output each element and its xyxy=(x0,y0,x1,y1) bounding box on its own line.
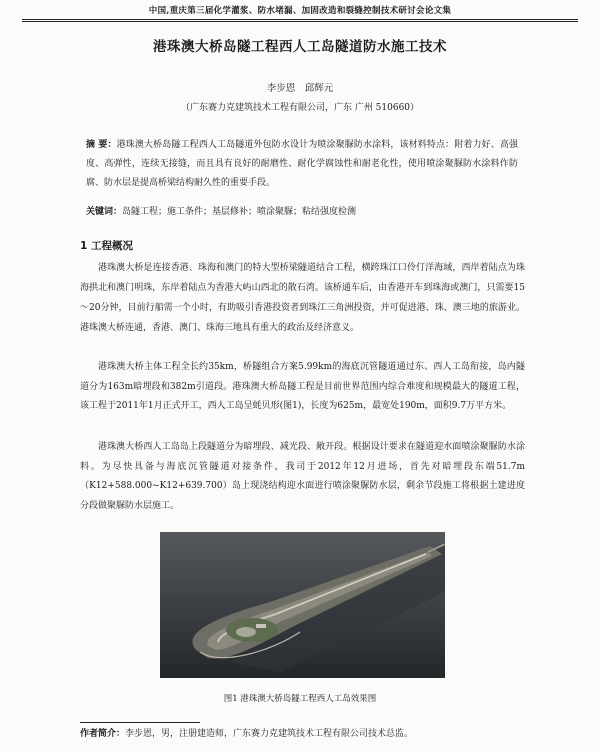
section-heading: 1 工程概况 xyxy=(80,240,133,252)
affiliation: （广东赛力克建筑技术工程有限公司，广东 广州 510660） xyxy=(180,103,420,113)
paragraph-text: 港珠澳大桥主体工程全长约35km，桥隧组合方案5.99km的海底沉管隧道通过东、西人工岛衔接，岛内隧道分为163m暗埋段和382m引道段。港珠澳大桥岛隧工程是目前世界范围内综合难度和规模最大的隧道工程，该工程于2011年1月正式开工，西人工岛呈蚝贝形(图1)，长度为625m，最宽处190m，面积9.7万平方米。 xyxy=(80,362,525,411)
island-rendering-image xyxy=(160,532,445,678)
keywords-label: 关键词： xyxy=(86,207,123,217)
figure-island-rendering xyxy=(160,532,445,678)
keywords-text: 岛隧工程；施工条件；基层修补；喷涂聚脲；粘结强度检测 xyxy=(122,207,357,217)
abstract-label: 摘 要： xyxy=(86,140,117,150)
paragraph-text: 港珠澳大桥是连接香港、珠海和澳门的特大型桥梁隧道结合工程，横跨珠江口伶仃洋海域，西岸着陆点为珠海拱北和澳门明珠，东岸着陆点为香港大屿山西北的散石湾。该桥通车后，由香港开车到珠海或澳门，只需要15～20分钟，目前行船需一个小时，有助吸引香港投资者到珠江三角洲投资，并可促进港、珠、澳三地的旅游业。港珠澳大桥连通，香港、澳门、珠海三地具有重大的政治及经济意义。 xyxy=(80,263,525,333)
footnote-rule xyxy=(80,722,200,723)
authors: 李步恩 邱辉元 xyxy=(266,83,334,94)
keywords xyxy=(86,204,518,217)
header-rule-top xyxy=(22,19,578,20)
author-bio-label: 作者简介： xyxy=(80,729,126,739)
author-bio-footnote xyxy=(80,726,413,739)
abstract-text: 港珠澳大桥岛隧工程西人工岛隧道外包防水设计为喷涂聚脲防水涂料，该材料特点：附着力好、高强度、高弹性，连续无接缝，而且具有良好的耐磨性、耐化学腐蚀性和耐老化性，使用喷涂聚脲防水涂料作防腐、防水层是提高桥梁结构耐久性的重要手段。 xyxy=(86,140,518,188)
running-header: 中国,重庆第三届化学灌浆、防水堵漏、加固改造和裂缝控制技术研讨会论文集 xyxy=(148,6,452,16)
body-paragraph-1 xyxy=(80,258,525,338)
abstract xyxy=(86,136,518,193)
body-paragraph-3 xyxy=(80,438,525,516)
author-bio-text: 李步恩，男，注册建造师，广东赛力克建筑技术工程有限公司技术总监。 xyxy=(125,729,414,739)
body-paragraph-2 xyxy=(80,358,525,417)
paragraph-text: 港珠澳大桥西人工岛岛上段隧道分为暗埋段、减光段、敞开段。根据设计要求在隧道迎水面喷涂聚脲防水涂料。为尽快具备与海底沉管隧道对接条件，我司于2012年12月进场，首先对暗埋段东端51.7m（K12+588.000~K12+639.700）岛上现浇结构迎水面进行喷涂聚脲防水层，剩余节段施工将根据土建进度分段做聚脲防水层施工。 xyxy=(80,442,525,511)
figure-caption: 图1 港珠澳大桥岛隧工程西人工岛效果图 xyxy=(223,694,377,704)
paper-title: 港珠澳大桥岛隧工程西人工岛隧道防水施工技术 xyxy=(153,39,447,55)
header-rule-bottom xyxy=(22,21,578,22)
